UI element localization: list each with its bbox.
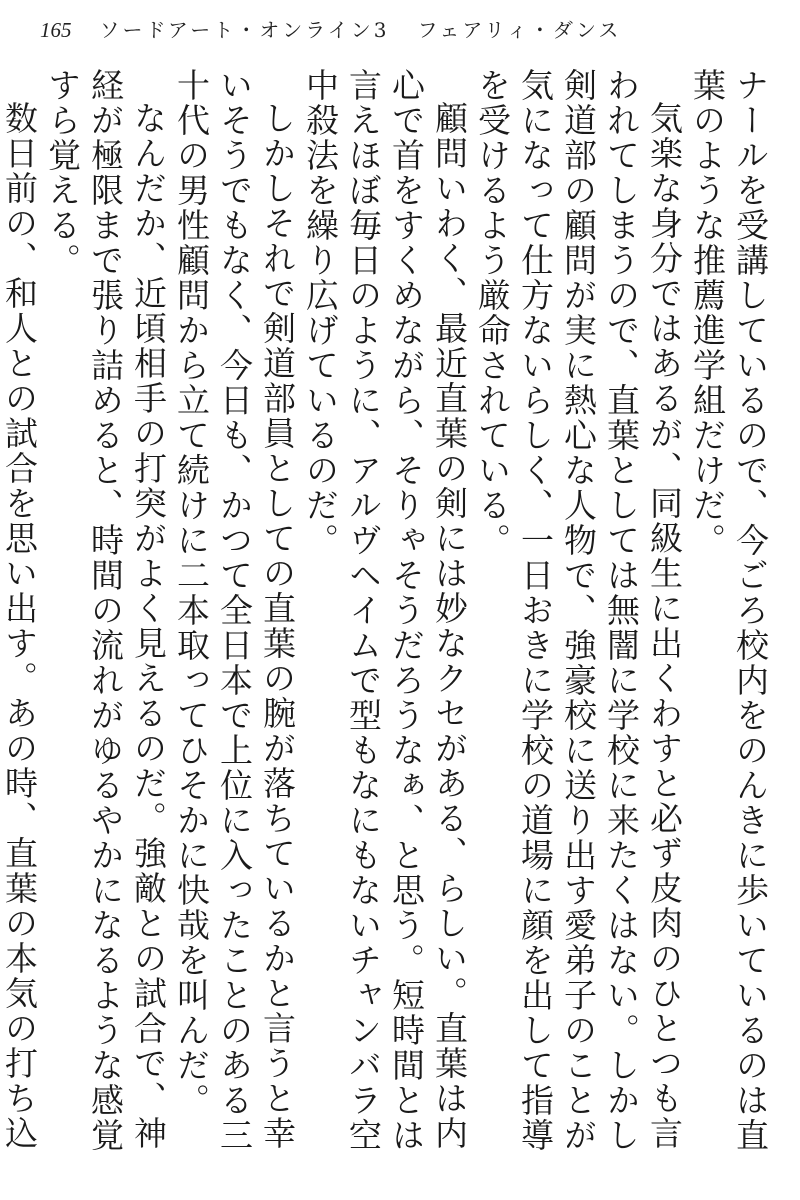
paragraph: 数日前の、和人との試合を思い出す。あの時、直葉の本気の打ち込 xyxy=(0,101,39,1151)
paragraph: ナールを受講しているので、今ごろ校内をのんきに歩いているのは直葉のような推薦進学組だけだ。 xyxy=(688,68,770,1153)
paragraph: なんだか、近頃相手の打突がよく見えるのだ。強敵との試合で、神経が極限まで張り詰めると、時間の流れがゆるやかになるような感覚すら覚える。 xyxy=(43,68,168,1153)
body-text xyxy=(0,68,772,1178)
paragraph: 顧問いわく、最近直葉の剣には妙なクセがある、らしい。直葉は内心で首をすくめながら、そりゃそうだろうなぁ、と思う。短時間とは言えほぼ毎日のように、アルヴヘイムで型もなにもないチャンバラ空中殺法を繰り広げているのだ。 xyxy=(301,68,469,1153)
paragraph: しかしそれで剣道部員としての直葉の腕が落ちているかと言うと幸いそうでもなく、今日も、かつて全日本で上位に入ったことのある三十代の男性顧問から立て続けに二本取ってひそかに快哉を叫んだ。 xyxy=(172,68,297,1153)
paragraph: 気楽な身分ではあるが、同級生に出くわすと必ず皮肉のひとつも言われてしまうので、直葉としては無闇に学校に来たくはない。しかし剣道部の顧問が実に熱心な人物で、強豪校に送り出す愛弟子のことが気になって仕方ないらしく、一日おきに学校の道場に顔を出して指導を受けるよう厳命されている。 xyxy=(473,68,684,1153)
chapter-title: フェアリィ・ダンス xyxy=(417,18,622,42)
page-number: 165 xyxy=(40,18,72,42)
running-head xyxy=(40,14,621,44)
book-title: ソードアート・オンライン3 xyxy=(99,18,390,42)
